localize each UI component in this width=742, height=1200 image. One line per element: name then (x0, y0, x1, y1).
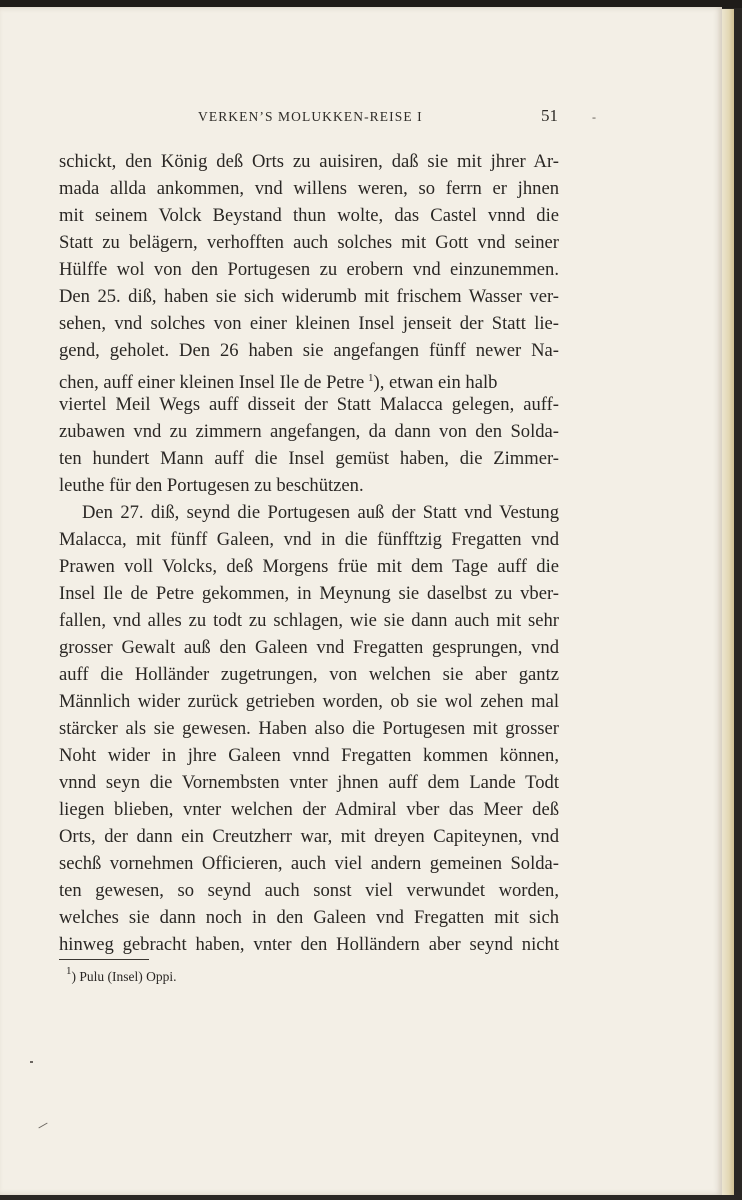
text-line: sehen, vnd solches von einer kleinen Insel jenseit der Statt lie- (59, 313, 559, 334)
text-line: welches sie dann noch in den Galeen vnd Fregatten mit sich (59, 907, 559, 928)
text-line: auff die Holländer zugetrungen, von welchen sie aber gantz (59, 664, 559, 685)
text-segment: ), etwan ein halb (373, 372, 498, 393)
text-line: Statt zu belägern, verhofften auch solches mit Gott vnd seiner (59, 232, 559, 253)
text-line: Den 25. diß, haben sie sich widerumb mit frischem Wasser ver- (59, 286, 559, 307)
text-line: Orts, der dann ein Creutzherr war, mit dreyen Capiteynen, vnd (59, 826, 559, 847)
text-line: hinweg gebracht haben, vnter den Holländern aber seynd nicht (59, 934, 559, 955)
paper-speck (30, 1061, 33, 1063)
page-number: 51 (541, 106, 558, 125)
text-line: Prawen voll Volcks, deß Morgens früe mit dem Tage auff die (59, 556, 559, 577)
text-line: Den 27. diß, seynd die Portugesen auß der Statt vnd Vestung (82, 502, 559, 523)
text-line: ten gewesen, so seynd auch sonst viel verwundet worden, (59, 880, 559, 901)
paper-speck (38, 1123, 47, 1129)
text-line: stärcker als sie gewesen. Haben also die Portugesen mit grosser (59, 718, 559, 739)
footnote-text: ) Pulu (Insel) Oppi. (71, 969, 177, 984)
text-line: Hülffe wol von den Portugesen zu erobern vnd einzunemmen. (59, 259, 559, 280)
text-line: Insel Ile de Petre gekommen, in Meynung sie daselbst zu vber- (59, 583, 559, 604)
text-line: schickt, den König deß Orts zu auisiren, daß sie mit jhrer Ar- (59, 151, 559, 172)
text-line: leuthe für den Portugesen zu beschützen. (59, 475, 364, 496)
text-segment: chen, auff einer kleinen Insel Ile de Petre (59, 372, 365, 393)
text-line: grosser Gewalt auß den Galeen vnd Fregatten gesprungen, vnd (59, 637, 559, 658)
text-line: zubawen vnd zu zimmern angefangen, da dann von den Solda- (59, 421, 559, 442)
text-line: ten hundert Mann auff die Insel gemüst haben, die Zimmer- (59, 448, 559, 469)
text-line: liegen blieben, vnter welchen der Admiral vber das Meer deß (59, 799, 559, 820)
text-line: viertel Meil Wegs auff disseit der Statt Malacca gelegen, auff- (59, 394, 559, 415)
text-line: mada allda ankommen, vnd willens weren, so ferrn er jhnen (59, 178, 559, 199)
running-title: VERKEN’S MOLUKKEN-REISE I (198, 109, 423, 124)
text-line: Noht wider in jhre Galeen vnnd Fregatten kommen können, (59, 745, 559, 766)
text-line: mit seinem Volck Beystand thun wolte, das Castel vnnd die (59, 205, 559, 226)
footnote-reference: 1 (368, 372, 374, 384)
page-edge (722, 9, 734, 1195)
text-line: fallen, vnd alles zu todt zu schlagen, wie sie dann auch mit sehr (59, 610, 559, 631)
text-line: Malacca, mit fünff Galeen, vnd in die fünfftzig Fregatten vnd (59, 529, 559, 550)
text-line: Männlich wider zurück getrieben worden, ob sie wol zehen mal (59, 691, 559, 712)
margin-mark: - (592, 110, 596, 124)
footnote-divider (59, 959, 149, 960)
text-line: sechß vornehmen Officieren, auch viel andern gemeinen Solda- (59, 853, 559, 874)
footnote (66, 965, 177, 985)
text-line-with-footnote (59, 367, 559, 394)
book-page (0, 7, 722, 1195)
footnote-marker: 1 (66, 965, 72, 977)
text-line: gend, geholet. Den 26 haben sie angefangen fünff newer Na- (59, 340, 559, 361)
text-line: vnnd seyn die Vornembsten vnter jhnen auff dem Lande Todt (59, 772, 559, 793)
